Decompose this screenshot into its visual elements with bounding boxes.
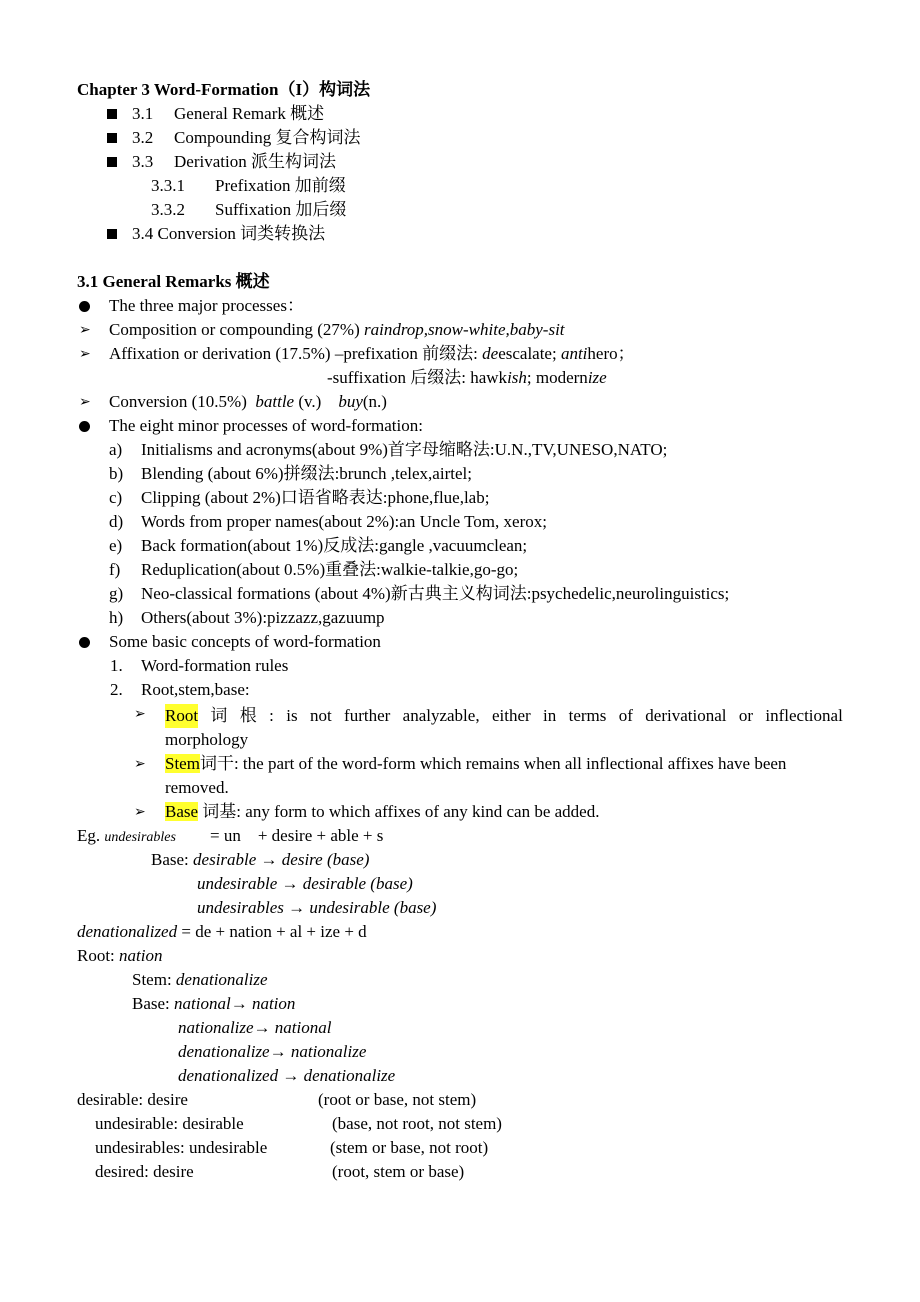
toc-item[interactable]: [107, 102, 507, 126]
example-base: [151, 848, 369, 872]
concepts-intro: Some basic concepts of word-formation: [109, 632, 381, 651]
suffix-ish: ish: [507, 368, 527, 387]
prefix-example-rest: hero；: [587, 344, 635, 363]
item-letter: g): [109, 584, 124, 603]
stem-definition: [165, 752, 786, 776]
item-number: 1.: [110, 656, 123, 675]
word: terms: [568, 706, 607, 725]
item-text: Blending (about 6%)拼缀法:brunch ,telex,airtel;: [141, 464, 472, 483]
toc-number: 3.1: [132, 104, 154, 123]
conversion-example: battle: [255, 392, 295, 411]
arrow-bullet-icon: ➢: [79, 394, 91, 410]
square-bullet-icon: [107, 109, 117, 119]
list-item: [77, 630, 577, 654]
item-letter: e): [109, 536, 123, 555]
item-text: Word-formation rules: [141, 656, 289, 675]
word: inflectional: [765, 706, 843, 725]
prefix-example-rest: escalate;: [498, 344, 561, 363]
arrow-bullet-icon: ➢: [134, 804, 146, 820]
toc-subitem[interactable]: [151, 198, 551, 222]
example2-root: [77, 944, 163, 968]
conversion-example: buy: [338, 392, 363, 411]
conversion-label: Conversion (10.5%): [109, 392, 256, 411]
word: in: [543, 706, 557, 725]
item-text: Neo-classical formations (about 4%)新古典主义构词法:psychedelic,neurolinguistics;: [141, 584, 730, 603]
base-derivation: denationalize→ nationalize: [178, 1042, 367, 1061]
list-item: [109, 510, 809, 534]
arrow-bullet-icon: ➢: [79, 322, 91, 338]
item-text: Initialisms and acronyms(about 9%)首字母缩略法:U.N.,TV,UNESO,NATO;: [141, 440, 668, 459]
toc-number: 3.3.2: [151, 200, 185, 219]
list-item: [109, 438, 809, 462]
list-item: [110, 678, 510, 702]
stem-value: denationalize: [175, 970, 268, 989]
item-text: Clipping (about 2%)口语省略表达:phone,flue,lab;: [141, 488, 490, 507]
root-term: Root: [165, 704, 198, 728]
list-item: [109, 462, 809, 486]
square-bullet-icon: [107, 229, 117, 239]
item-letter: h): [109, 608, 124, 627]
base-derivation: undesirables → undesirable (base): [197, 898, 437, 917]
comparison-note: (base, not root, not stem): [332, 1114, 502, 1133]
word: not: [309, 706, 332, 725]
suffixation-line: [327, 366, 607, 390]
word: 根: [239, 706, 257, 725]
example2-formula: [77, 920, 367, 944]
stem-term: Stem: [165, 754, 200, 773]
base-derivation: national→ nation: [174, 994, 296, 1013]
list-item: [77, 318, 677, 342]
toc-number: 3.2: [132, 128, 154, 147]
suffix-example-rest: ; modern: [526, 368, 588, 387]
item-text: Root,stem,base:: [141, 680, 250, 699]
chapter-title: Chapter 3 Word-Formation（I）构词法: [77, 80, 371, 99]
comparison-pair: undesirables: undesirable: [95, 1138, 268, 1157]
list-item: [109, 582, 809, 606]
root-value: nation: [119, 946, 163, 965]
arrow-bullet-icon: ➢: [134, 756, 146, 772]
base-derivation: desirable → desire (base): [193, 850, 370, 869]
arrow-bullet-icon: ➢: [79, 346, 91, 362]
bullet-icon: [79, 301, 90, 312]
list-item: [77, 414, 577, 438]
comparison-pair: undesirable: desirable: [95, 1114, 244, 1133]
toc-item[interactable]: [107, 126, 507, 150]
list-item: [109, 534, 809, 558]
word: or: [738, 706, 754, 725]
toc-subitem[interactable]: [151, 174, 551, 198]
composition-label: Composition or compounding (27%): [109, 320, 364, 339]
list-item: [77, 390, 477, 414]
square-bullet-icon: [107, 157, 117, 167]
toc-label: 3.4 Conversion 词类转换法: [132, 224, 326, 243]
base-derivation: nationalize→ national: [178, 1018, 332, 1037]
word: derivational: [645, 706, 727, 725]
list-item: [77, 342, 697, 366]
root-definition: [165, 704, 843, 728]
composition-examples: raindrop,snow-white,baby-sit: [363, 320, 565, 339]
bullet-icon: [79, 637, 90, 648]
root-definition-cont: morphology: [165, 730, 249, 749]
list-item: [77, 294, 477, 318]
item-letter: a): [109, 440, 123, 459]
major-intro: The three major processes：: [109, 296, 304, 315]
toc-label: Compounding 复合构词法: [174, 128, 361, 147]
minor-intro: The eight minor processes of word-formation:: [109, 416, 423, 435]
toc-item[interactable]: [107, 150, 507, 174]
toc-label: General Remark 概述: [174, 104, 325, 123]
toc-number: 3.3: [132, 152, 154, 171]
comparison-note: (stem or base, not root): [330, 1138, 489, 1157]
base-derivation: undesirable → desirable (base): [197, 874, 413, 893]
item-letter: f): [109, 560, 121, 579]
word: :: [269, 706, 274, 725]
comparison-pair: desired: desire: [95, 1162, 194, 1181]
word: 词: [210, 706, 228, 725]
toc-label: Suffixation 加后缀: [215, 200, 347, 219]
word: either: [491, 706, 531, 725]
comparison-pair: desirable: desire: [77, 1090, 188, 1109]
word: further: [344, 706, 391, 725]
item-letter: d): [109, 512, 124, 531]
example-word: denationalized: [77, 922, 178, 941]
word: is: [286, 706, 298, 725]
item-number: 2.: [110, 680, 123, 699]
comparison-note: (root, stem or base): [332, 1162, 465, 1181]
prefix-anti: anti: [560, 344, 588, 363]
list-item: [109, 558, 809, 582]
base-definition: [165, 800, 599, 824]
toc-label: Derivation 派生构词法: [174, 152, 336, 171]
list-item: [110, 654, 510, 678]
example-formula: = un + desire + able + s: [210, 826, 384, 845]
item-text: Back formation(about 1%)反成法:gangle ,vacuumclean;: [141, 536, 528, 555]
example2-stem: [132, 968, 268, 992]
base-label: Base:: [132, 994, 175, 1013]
toc-item[interactable]: [107, 222, 507, 246]
conversion-pos: (v.): [294, 392, 339, 411]
toc-label: Prefixation 加前缀: [215, 176, 346, 195]
list-item: [109, 606, 809, 630]
word: of: [618, 706, 633, 725]
item-letter: c): [109, 488, 123, 507]
base-label: Base:: [151, 850, 194, 869]
item-text: Others(about 3%):pizzazz,gazuump: [141, 608, 385, 627]
suffix-ize: ize: [587, 368, 607, 387]
root-label: Root:: [77, 946, 120, 965]
base-derivation: denationalized → denationalize: [178, 1066, 396, 1085]
item-text: Reduplication(about 0.5%)重叠法:walkie-talkie,go-go;: [141, 560, 519, 579]
toc-number: 3.3.1: [151, 176, 185, 195]
eg-label: Eg.: [77, 826, 105, 845]
comparison-note: (root or base, not stem): [318, 1090, 477, 1109]
conversion-pos: (n.): [362, 392, 387, 411]
affixation-label: Affixation or derivation (17.5%) –prefixation 前缀法:: [109, 344, 483, 363]
base-term: Base: [165, 802, 199, 821]
section-heading: 3.1 General Remarks 概述: [77, 272, 270, 291]
word: analyzable,: [402, 706, 480, 725]
item-text: Words from proper names(about 2%):an Uncle Tom, xerox;: [141, 512, 547, 531]
item-letter: b): [109, 464, 124, 483]
list-item: [109, 486, 809, 510]
arrow-bullet-icon: ➢: [134, 706, 146, 722]
example2-base: [132, 992, 295, 1016]
base-def: 词基: any form to which affixes of any kind can be added.: [198, 802, 600, 821]
bullet-icon: [79, 421, 90, 432]
example-word: undesirables: [104, 830, 176, 845]
suffixation-label: -suffixation 后缀法: hawk: [327, 368, 508, 387]
stem-label: Stem:: [132, 970, 176, 989]
prefix-de: de: [482, 344, 499, 363]
stem-def: 词干: the part of the word-form which remains when all inflectional affixes have been: [199, 754, 787, 773]
square-bullet-icon: [107, 133, 117, 143]
example-eg: [77, 824, 176, 848]
stem-definition-cont: removed.: [165, 778, 229, 797]
example-formula: = de + nation + al + ize + d: [177, 922, 367, 941]
